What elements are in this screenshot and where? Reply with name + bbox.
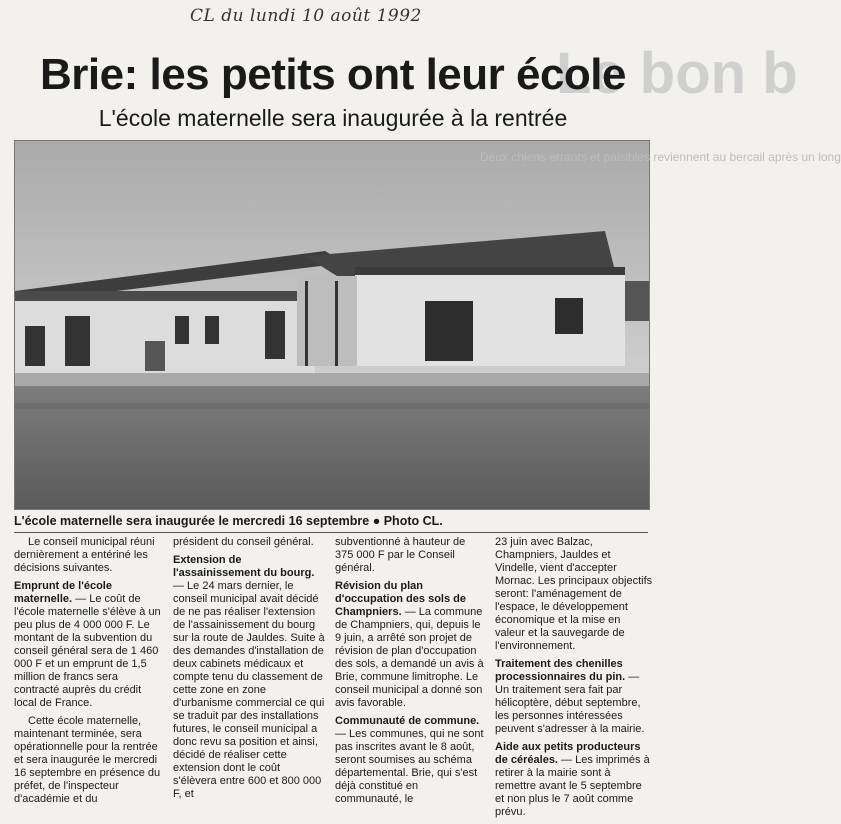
subhead-emprunt: Emprunt de l'école maternelle.: [14, 580, 112, 605]
column-3-section-revision: [335, 580, 485, 710]
school-building-illustration: [15, 141, 649, 509]
column-2-paragraph-1: président du conseil général.: [173, 536, 314, 548]
column-3-paragraph-1: subventionné à hauteur de 375 000 F par le Conseil général.: [335, 536, 466, 574]
column-1-paragraph-3: Cette école maternelle, maintenant terminée, sera opérationnelle pour la rentrée et sera inaugurée le mercredi 16 septembre en présence du préfet, de l'inspecteur d'académie et du: [14, 715, 161, 805]
adjacent-article-headline-fragment: Le bon b: [556, 41, 798, 106]
article-subheadline: L'école maternelle sera inaugurée à la rentrée: [98, 105, 568, 131]
article-column-2: [173, 536, 325, 806]
subhead-communaute: Communauté de commune.: [335, 715, 480, 727]
column-1-section-emprunt: [14, 580, 164, 710]
caption-divider: [14, 532, 648, 533]
column-1-intro: Le conseil municipal réuni dernièrement a entériné les décisions suivantes.: [14, 536, 155, 574]
article-column-3: [335, 536, 485, 811]
text-revision: — La commune de Champniers, qui, depuis le 9 juin, a arrêté son projet de révision de plan d'occupation des sols, a demandé un avis à Brie, commune limitrophe. Le conseil municipal a donné son avis favorable.: [335, 606, 484, 709]
article-column-4: [495, 536, 653, 824]
text-emprunt: — Le coût de l'école maternelle s'élève à un peu plus de 4 000 000 F. Le montant de la subvention du conseil général sera de 1 460 000 F et un emprunt de 1,5 million de francs sera contracté auprès du crédit local de France.: [14, 593, 161, 709]
subhead-cereales: Aide aux petits producteurs de céréales.: [495, 741, 641, 766]
article-column-1: [14, 536, 164, 811]
text-chenilles: — Un traitement sera fait par hélicoptère, début septembre, les personnes intéressées peuvent s'adresser à la mairie.: [495, 671, 645, 735]
subhead-assainissement: Extension de l'assainissement du bourg.: [173, 554, 315, 579]
column-4-section-chenilles: [495, 658, 653, 736]
photo-caption: L'école maternelle sera inaugurée le mercredi 16 septembre ● Photo CL.: [14, 514, 443, 528]
subhead-revision: Révision du plan d'occupation des sols de Champniers.: [335, 580, 466, 618]
text-communaute: — Les communes, qui ne sont pas inscrites avant le 8 août, seront soumises au schéma départemental. Brie, qui s'est déjà constitué en communauté, le: [335, 728, 484, 805]
adjacent-article-subhead-fragment: Deux chiens errants et paisibles reviennent au bercail après un long: [480, 150, 841, 164]
handwritten-date-note: CL du lundi 10 août 1992: [190, 6, 422, 26]
subhead-chenilles: Traitement des chenilles processionnaires du pin.: [495, 658, 626, 683]
school-photo: [14, 140, 650, 510]
text-cereales: — Les imprimés à retirer à la mairie sont à remettre avant le 5 septembre et non plus le 7 août comme prévu.: [495, 754, 650, 818]
column-4-section-cereales: [495, 741, 653, 819]
column-3-section-communaute: [335, 715, 485, 806]
column-4-paragraph-1: 23 juin avec Balzac, Champniers, Jauldes et Vindelle, vient d'accepter Mornac. Les principaux objectifs seront: l'aménagement de l'espace, le développement économique et la mise en valeur et la sauvegarde de l'environnement.: [495, 536, 653, 652]
article-headline: Brie: les petits ont leur école: [40, 50, 626, 99]
text-assainissement: — Le 24 mars dernier, le conseil municipal avait décidé de ne pas réaliser l'extension de l'assainissement du bourg sur la route de Jauldes. Suite à des demandes d'installation de deux cabinets médicaux et compte tenu du classement de cette zone en zone d'urbanisme commercial ce qui se traduit par des installations futures, le conseil municipal a donc revu sa position et ainsi, décidé de réaliser cette extension dont le coût s'élèvera entre 600 et 800 000 F, et: [173, 580, 325, 800]
column-2-section-assainissement: [173, 554, 325, 801]
